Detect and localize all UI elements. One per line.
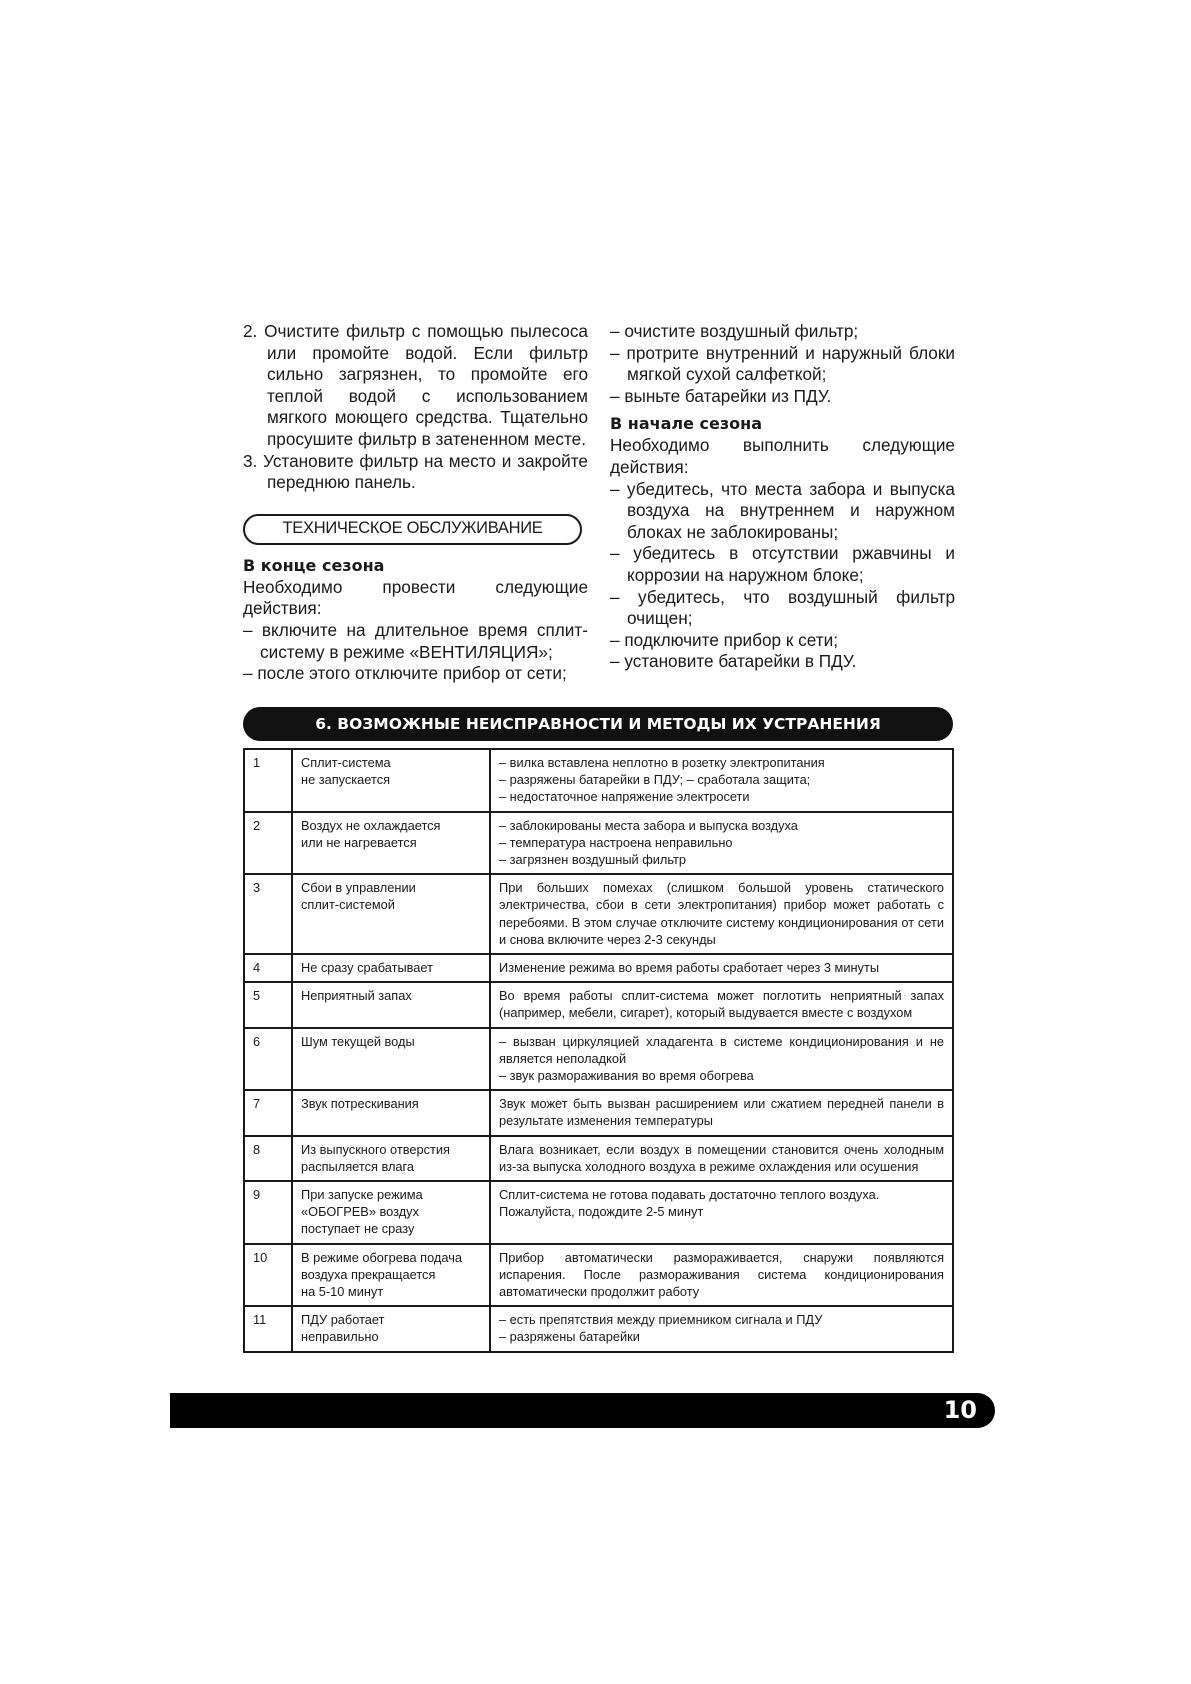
problem-line: неправильно <box>301 1329 379 1345</box>
problem-line: поступает не сразу <box>301 1221 415 1237</box>
solution-line: – звук размораживания во время обогрева <box>499 1068 754 1084</box>
faults-table <box>243 748 954 1353</box>
fault-solution <box>490 1306 953 1351</box>
fault-problem <box>292 812 490 875</box>
problem-line: Сплит-система <box>301 755 391 770</box>
problem-line: на 5-10 минут <box>301 1284 384 1300</box>
solution-line: Изменение режима во время работы сработает через 3 минуты <box>499 960 880 976</box>
problem-line: не запускается <box>301 772 391 788</box>
table-row <box>244 1244 953 1307</box>
fault-solution <box>490 749 953 812</box>
fault-problem <box>292 982 490 1027</box>
table-row <box>244 749 953 812</box>
end-of-season-item: – после этого отключите прибор от сети; <box>243 663 567 684</box>
problem-line: Сбои в управлении <box>301 880 416 896</box>
problem-line: Неприятный запах <box>301 988 412 1004</box>
solution-line: – температура настроена неправильно <box>499 834 733 850</box>
solution-line: Звук может быть вызван расширением или сжатием передней панели в результате изменения температуры <box>499 1096 944 1129</box>
table-row <box>244 954 953 982</box>
fault-solution <box>490 1244 953 1307</box>
fault-problem <box>292 874 490 954</box>
fault-number: 8 <box>244 1136 292 1181</box>
start-of-season-heading: В начале сезона <box>610 414 763 434</box>
solution-line: – недостаточное напряжение электросети <box>499 789 750 805</box>
start-of-season-item: – убедитесь в отсутствии ржавчины и коррозии на наружном блоке; <box>610 543 955 585</box>
fault-solution <box>490 954 953 982</box>
end-of-season-item: – выньте батарейки из ПДУ. <box>610 385 832 406</box>
fault-problem <box>292 1090 490 1135</box>
end-of-season-item: – включите на длительное время сплит-систему в режиме «ВЕНТИЛЯЦИЯ»; <box>243 619 588 662</box>
fault-number: 2 <box>244 812 292 875</box>
table-row <box>244 1181 953 1244</box>
fault-solution <box>490 1136 953 1181</box>
problem-line: воздуха прекращается <box>301 1266 436 1282</box>
solution-line: Влага возникает, если воздух в помещении становится очень холодным из-за выпуска холодного воздуха в режиме охлаждения или осушения <box>499 1141 944 1174</box>
solution-line: – разряжены батарейки в ПДУ; – сработала защита; <box>499 772 811 788</box>
table-row <box>244 982 953 1027</box>
table-row <box>244 1028 953 1091</box>
end-of-season-item: – протрите внутренний и наружный блоки мягкой сухой салфеткой; <box>610 342 955 385</box>
fault-problem <box>292 749 490 812</box>
filter-step-3: 3. Установите фильтр на место и закройте переднюю панель. <box>243 450 588 493</box>
fault-number: 7 <box>244 1090 292 1135</box>
fault-problem <box>292 954 490 982</box>
problem-line: «ОБОГРЕВ» воздух <box>301 1204 419 1220</box>
start-of-season-item: – подключите прибор к сети; <box>610 629 839 650</box>
problem-line: При запуске режима <box>301 1187 423 1203</box>
end-of-season-item: – очистите воздушный фильтр; <box>610 321 859 341</box>
problem-line: или не нагревается <box>301 834 417 850</box>
fault-problem <box>292 1244 490 1307</box>
fault-solution <box>490 812 953 875</box>
end-of-season-intro: Необходимо провести следующие действия: <box>243 576 588 619</box>
table-row <box>244 1090 953 1135</box>
problem-line: Звук потрескивания <box>301 1096 419 1112</box>
problem-line: В режиме обогрева подача <box>301 1249 463 1265</box>
table-row <box>244 1306 953 1351</box>
problem-line: Шум текущей воды <box>301 1033 415 1049</box>
fault-number: 9 <box>244 1181 292 1244</box>
start-of-season-item: – убедитесь, что воздушный фильтр очищен; <box>610 586 955 629</box>
maintenance-title: ТЕХНИЧЕСКОЕ ОБСЛУЖИВАНИЕ <box>243 514 582 545</box>
problem-line: Не сразу срабатывает <box>301 960 433 976</box>
faults-table-body <box>244 749 953 1352</box>
section-title-bar: 6. ВОЗМОЖНЫЕ НЕИСПРАВНОСТИ И МЕТОДЫ ИХ УСТРАНЕНИЯ <box>243 707 953 741</box>
fault-solution <box>490 1028 953 1091</box>
problem-line: ПДУ работает <box>301 1312 385 1328</box>
solution-line: – заблокированы места забора и выпуска воздуха <box>499 817 798 833</box>
fault-number: 10 <box>244 1244 292 1307</box>
problem-line: Из выпускного отверстия распыляется влага <box>301 1141 450 1174</box>
table-row <box>244 812 953 875</box>
fault-problem <box>292 1136 490 1181</box>
end-of-season-heading: В конце сезона <box>243 555 385 575</box>
solution-line: – загрязнен воздушный фильтр <box>499 852 687 868</box>
problem-line: сплит-системой <box>301 897 395 913</box>
solution-line: Во время работы сплит-система может поглотить неприятный запах (например, мебели, сигарет), который выдувается вместе с воздухом <box>499 988 944 1021</box>
solution-line: – вилка вставлена неплотно в розетку электропитания <box>499 755 825 770</box>
solution-line: При больших помехах (слишком большой уровень статического электричества, сбои в сети электропитания) прибор может работать с перебоями. В этом случае отключите систему кондиционирования от сети и снова включите через 2-3 секунды <box>499 880 944 947</box>
fault-number: 4 <box>244 954 292 982</box>
solution-line: – разряжены батарейки <box>499 1329 640 1345</box>
solution-line: Сплит-система не готова подавать достаточно теплого воздуха. <box>499 1187 880 1203</box>
left-column <box>243 321 588 685</box>
solution-line: Прибор автоматически размораживается, снаружи появляются испарения. После размораживания система кондиционирования автоматически продолжит работу <box>499 1249 944 1300</box>
solution-line: Пожалуйста, подождите 2-5 минут <box>499 1204 704 1220</box>
footer-bar <box>170 1393 995 1428</box>
fault-number: 11 <box>244 1306 292 1351</box>
fault-solution <box>490 1090 953 1135</box>
table-row <box>244 874 953 954</box>
fault-solution <box>490 874 953 954</box>
fault-number: 5 <box>244 982 292 1027</box>
fault-problem <box>292 1306 490 1351</box>
fault-number: 6 <box>244 1028 292 1091</box>
solution-line: – есть препятствия между приемником сигнала и ПДУ <box>499 1312 823 1328</box>
start-of-season-item: – установите батарейки в ПДУ. <box>610 651 857 672</box>
start-of-season-item: – убедитесь, что места забора и выпуска воздуха на внутреннем и наружном блоках не заблокированы; <box>610 478 955 542</box>
problem-line: Воздух не охлаждается <box>301 817 441 833</box>
start-of-season-intro: Необходимо выполнить следующие действия: <box>610 435 955 477</box>
fault-solution <box>490 982 953 1027</box>
fault-solution <box>490 1181 953 1244</box>
filter-step-2: 2. Очистите фильтр с помощью пылесоса или промойте водой. Если фильтр сильно загрязнен, то промойте его теплой водой с использованием мягкого моющего средства. Тщательно просушите фильтр в затененном месте. <box>243 321 588 449</box>
fault-problem <box>292 1028 490 1091</box>
page-number: 10 <box>943 1396 977 1424</box>
fault-number: 1 <box>244 749 292 812</box>
solution-line: – вызван циркуляцией хладагента в системе кондиционирования и не является неполадкой <box>499 1033 944 1066</box>
fault-number: 3 <box>244 874 292 954</box>
right-column <box>610 321 955 673</box>
table-row <box>244 1136 953 1181</box>
fault-problem <box>292 1181 490 1244</box>
